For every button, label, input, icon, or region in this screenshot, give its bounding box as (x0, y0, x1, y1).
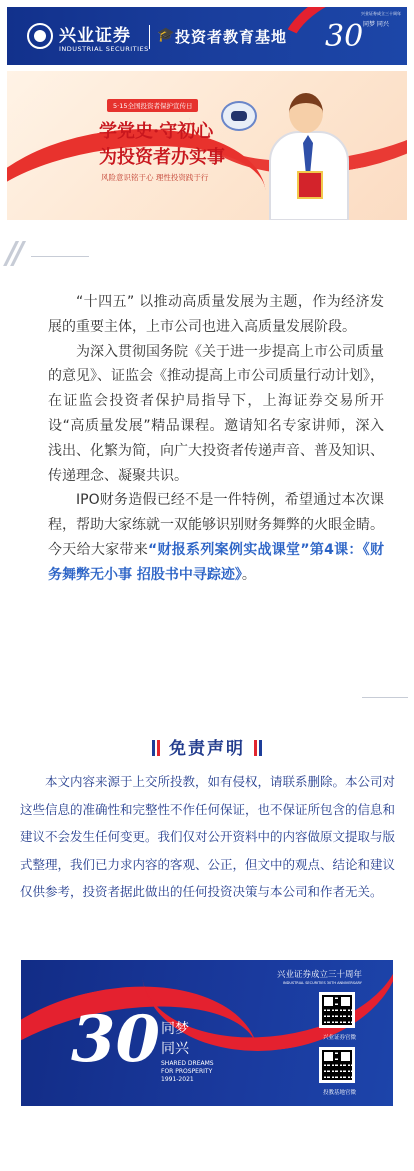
quote-divider (31, 256, 89, 257)
qr-code-icon[interactable] (319, 1047, 355, 1083)
title-bar-decoration (152, 740, 155, 756)
robot-icon (221, 101, 257, 131)
brand-name: 兴业证券 (59, 26, 131, 46)
hero-tag: 5·15全国投资者保护宣传日 (107, 99, 198, 112)
book-icon (297, 171, 323, 199)
edu-base-label: 投资者教育基地 (175, 28, 288, 46)
article-paragraph: 为深入贯彻国务院《关于进一步提高上市公司质量的意见》、证监会《推动提高上市公司质量行动计划》，在证监会投资者保护局指导下，上海证券交易所开设“高质量发展”精品课程。邀请知名专家讲师，深入浅出、化繁为简，向广大投资者传递声音、普及知识、传递理念、凝聚共识。 (48, 343, 384, 484)
article-paragraph: “十四五” 以推动高质量发展为主题，作为经济发展的重要主体，上市公司也进入高质量发展阶段。 (48, 294, 384, 335)
anniversary-30-large: 30 (71, 1002, 161, 1077)
course-title-highlight: “财报系列案例实战课堂”第4课：《财务舞弊无小事 招股书中寻踪迹》 (48, 541, 384, 583)
anniversary-30: 30 (325, 19, 364, 54)
qr-caption: 投教基地官微 (323, 1090, 357, 1096)
article-text: 。 (241, 566, 256, 583)
hero-title-line1: 学党史·守初心 (99, 121, 214, 142)
section-divider (362, 697, 408, 698)
disclaimer-title-text: 免责声明 (169, 739, 245, 759)
qr-caption: 兴业证券官微 (323, 1035, 357, 1041)
header-banner (7, 7, 407, 65)
footer-banner (21, 960, 393, 1106)
slogan-line1: 同梦 (161, 1021, 189, 1037)
title-bar-decoration (259, 740, 262, 756)
brand-name-en: INDUSTRIAL SECURITIES (59, 45, 149, 53)
anniversary-years: 1991-2021 (161, 1076, 194, 1083)
anniversary-title-en: INDUSTRIAL SECURITIES 30TH ANNIVERSARY (283, 981, 362, 985)
disclaimer-body (20, 768, 395, 906)
article-text: IPO财务造假已经不是一件特例，希望通过本次课程，帮助大家练就一双能够识别财务舞弊的火眼金睛。今天给大家带来 (48, 492, 384, 558)
hero-subtitle: 风险意识铭于心 理性投资践于行 (101, 173, 209, 182)
header-divider (149, 25, 150, 49)
anniversary-title: 兴业证券成立三十周年 (277, 970, 363, 980)
disclaimer-title (0, 734, 414, 759)
slogan-en-line2: FOR PROSPERITY (161, 1068, 213, 1075)
person-head-illustration (289, 93, 323, 133)
article-body (48, 290, 384, 588)
anniversary-slogan: 同梦 同兴 (363, 21, 389, 28)
quote-mark-icon: // (6, 236, 20, 271)
disclaimer-text: 本文内容来源于上交所投教，如有侵权，请联系删除。本公司对这些信息的准确性和完整性不作任何保证，也不保证所包含的信息和建议不会发生任何变更。我们仅对公开资料中的内容做原文提取与版式整理，我们已力求内容的客观、公正，但文中的观点、结论和建议仅供参考，投资者据此做出的任何投资决策与本公司和作者无关。 (20, 774, 396, 899)
qr-code-icon[interactable] (319, 992, 355, 1028)
hero-banner (7, 71, 407, 220)
slogan-line2: 同兴 (161, 1041, 189, 1057)
article-paragraph (48, 488, 384, 587)
anniversary-caption: 兴业证券成立三十周年 (361, 11, 401, 16)
logo-icon (27, 23, 53, 49)
hero-title-line2: 为投资者办实事 (99, 147, 225, 168)
slogan-en-line1: SHARED DREAMS (161, 1060, 214, 1067)
title-bar-decoration (157, 740, 160, 756)
title-bar-decoration (254, 740, 257, 756)
graduation-cap-icon: 🎓 (157, 27, 175, 43)
